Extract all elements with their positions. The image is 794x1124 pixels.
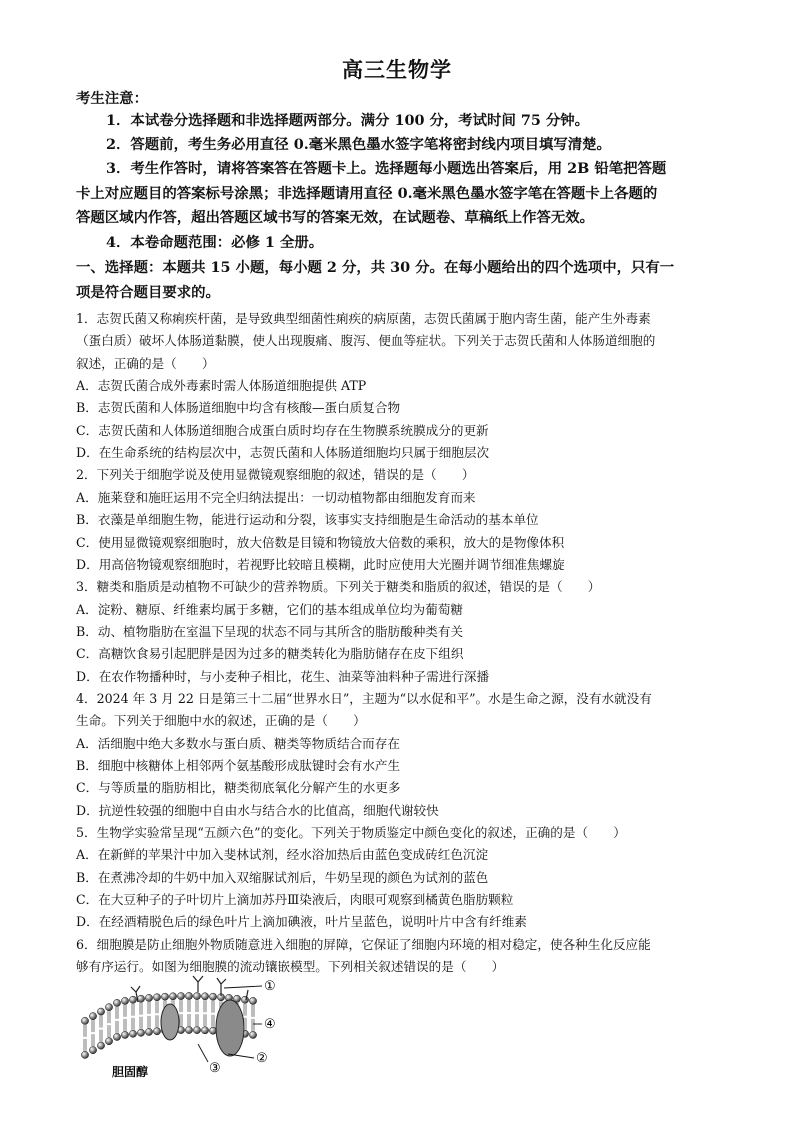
lipid-tail bbox=[124, 1005, 126, 1031]
answer-option: D．在农作物播种时，与小麦种子相比，花生、油菜等油料种子需进行深播 bbox=[76, 669, 490, 684]
answer-option: D．用高倍物镜观察细胞时，若视野比较暗且模糊，此时应使用大光圈并调节细准焦螺旋 bbox=[76, 557, 565, 572]
question-stem: 6．细胞膜是防止细胞外物质随意进入细胞的屏障，它保证了细胞内环境的相对稳定，使各种生化反应能 bbox=[76, 937, 651, 952]
lipid-tail bbox=[148, 1002, 150, 1028]
lipid-head bbox=[113, 1033, 120, 1040]
question-stem: 3．糖类和脂质是动植物不可缺少的营养物质。下列关于糖类和脂质的叙述，错误的是（ ） bbox=[76, 579, 601, 594]
question-stem: 生命。下列关于细胞中水的叙述，正确的是（ ） bbox=[76, 713, 366, 728]
lipid-head bbox=[177, 992, 184, 999]
lipid-head bbox=[81, 1017, 88, 1024]
section-heading: 一、选择题：本题共 15 小题，每小题 2 分，共 30 分。在每小题给出的四个选项中，只有一 bbox=[76, 259, 675, 276]
question-stem: 2．下列关于细胞学说及使用显微镜观察细胞的叙述，错误的是（ ） bbox=[76, 467, 475, 482]
lipid-head bbox=[153, 994, 160, 1001]
lipid-tail bbox=[188, 1000, 190, 1026]
lipid-tail bbox=[84, 1025, 86, 1051]
lipid-head bbox=[153, 1028, 160, 1035]
lipid-tail bbox=[204, 1000, 206, 1026]
answer-option: C．高糖饮食易引起肥胖是因为过多的糖类转化为脂肪储存在皮下组织 bbox=[76, 646, 464, 661]
answer-option: D．在经酒精脱色后的绿色叶片上滴加碘液，叶片呈蓝色，说明叶片中含有纤维素 bbox=[76, 914, 527, 929]
answer-option: B．在煮沸冷却的牛奶中加入双缩脲试剂后，牛奶呈现的颜色为试剂的蓝色 bbox=[76, 870, 489, 885]
lipid-head bbox=[105, 1038, 112, 1045]
lipid-tail bbox=[116, 1007, 118, 1033]
answer-option: C．与等质量的脂肪相比，糖类彻底氧化分解产生的水更多 bbox=[76, 780, 401, 795]
answer-option: B．衣藻是单细胞生物，能进行运动和分裂，该事实支持细胞是生命活动的基本单位 bbox=[76, 512, 539, 527]
exam-title: 高三生物学 bbox=[342, 57, 452, 82]
answer-option: C．使用显微镜观察细胞时，放大倍数是目镜和物镜放大倍数的乘积，放大的是物像体积 bbox=[76, 535, 565, 550]
answer-option: A．志贺氏菌合成外毒素时需人体肠道细胞提供 ATP bbox=[76, 378, 367, 393]
lipid-tail bbox=[92, 1020, 94, 1046]
lipid-tail bbox=[180, 1000, 182, 1026]
lipid-head bbox=[97, 1008, 104, 1015]
question-stem: （蛋白质）破坏人体肠道黏膜，使人出现腹痛、腹泻、便血等症状。下列关于志贺氏菌和人体肠道细胞的 bbox=[76, 333, 656, 348]
lipid-head bbox=[185, 1026, 192, 1033]
lipid-head bbox=[241, 996, 248, 1003]
figure-label-3: ③ bbox=[209, 1061, 221, 1076]
figure-label-1: ① bbox=[264, 979, 276, 994]
lipid-head bbox=[169, 993, 176, 1000]
lipid-head bbox=[121, 997, 128, 1004]
section-heading: 项是符合题目要求的。 bbox=[76, 284, 220, 301]
question-stem: 4．2024 年 3 月 22 日是第三十二届“世界水日”，主题为“以水促和平”。水是生命之源，没有水就没有 bbox=[76, 691, 652, 706]
answer-option: A．在新鲜的苹果汁中加入斐林试剂，经水浴加热后由蓝色变成砖红色沉淀 bbox=[76, 847, 489, 862]
lipid-head bbox=[129, 996, 136, 1003]
lipid-tail bbox=[196, 1000, 198, 1026]
notice-line: 4．本卷命题范围：必修 1 全册。 bbox=[106, 234, 324, 251]
notice-header: 考生注意： bbox=[76, 90, 148, 107]
lipid-tail bbox=[100, 1016, 102, 1042]
lipid-tail bbox=[156, 1001, 158, 1027]
answer-option: D．在生命系统的结构层次中，志贺氏菌和人体肠道细胞均只属于细胞层次 bbox=[76, 445, 490, 460]
lipid-head bbox=[185, 992, 192, 999]
lipid-head bbox=[121, 1031, 128, 1038]
answer-option: B．细胞中核糖体上相邻两个氨基酸形成肽键时会有水产生 bbox=[76, 758, 401, 773]
lipid-head bbox=[193, 992, 200, 999]
lipid-head bbox=[145, 994, 152, 1001]
lipid-head bbox=[209, 993, 216, 1000]
lipid-head bbox=[161, 993, 168, 1000]
answer-option: C．志贺氏菌和人体肠道细胞合成蛋白质时均存在生物膜系统膜成分的更新 bbox=[76, 423, 489, 438]
figure-caption: 胆固醇 bbox=[112, 1065, 149, 1078]
lipid-head bbox=[113, 999, 120, 1006]
figure-label-4: ④ bbox=[264, 1017, 276, 1032]
lipid-head bbox=[249, 997, 256, 1004]
notice-line: 卡上对应题目的答案标号涂黑；非选择题请用直径 0.毫米黑色墨水签字笔在答题卡上各题的 bbox=[76, 185, 658, 202]
lipid-head bbox=[145, 1028, 152, 1035]
lipid-head bbox=[137, 1029, 144, 1036]
answer-option: B．动、植物脂肪在室温下呈现的状态不同与其所含的脂肪酸种类有关 bbox=[76, 624, 464, 639]
lipid-head bbox=[97, 1042, 104, 1049]
membrane-protein bbox=[161, 1004, 179, 1040]
lipid-tail bbox=[252, 1005, 254, 1031]
notice-line: 答题区域内作答，超出答题区域书写的答案无效，在试题卷、草稿纸上作答无效。 bbox=[76, 209, 595, 226]
lipid-head bbox=[249, 1031, 256, 1038]
lipid-head bbox=[105, 1004, 112, 1011]
lipid-head bbox=[89, 1047, 96, 1054]
lipid-head bbox=[81, 1051, 88, 1058]
question-stem: 1．志贺氏菌又称痢疾杆菌，是导致典型细菌性痢疾的病原菌，志贺氏菌属于胞内寄生菌，能产生外毒素 bbox=[76, 311, 651, 326]
question-stem: 够有序运行。如图为细胞膜的流动镶嵌模型。下列相关叙述错误的是（ ） bbox=[76, 959, 505, 974]
lipid-tail bbox=[140, 1003, 142, 1029]
question-stem: 叙述，正确的是（ ） bbox=[76, 356, 215, 371]
figure-label-2: ② bbox=[256, 1051, 268, 1066]
cell-membrane-diagram bbox=[78, 966, 286, 1078]
lipid-head bbox=[137, 995, 144, 1002]
lipid-head bbox=[201, 993, 208, 1000]
lipid-head bbox=[193, 1026, 200, 1033]
answer-option: D．抗逆性较强的细胞中自由水与结合水的比值高，细胞代谢较快 bbox=[76, 803, 439, 818]
answer-option: A．活细胞中绝大多数水与蛋白质、糖类等物质结合而存在 bbox=[76, 736, 400, 751]
answer-option: C．在大豆种子的子叶切片上滴加苏丹Ⅲ染液后，肉眼可观察到橘黄色脂肪颗粒 bbox=[76, 892, 514, 907]
notice-line: 3．考生作答时，请将答案答在答题卡上。选择题每小题选出答案后，用 2B 铅笔把答题 bbox=[106, 160, 667, 177]
answer-option: A．淀粉、糖原、纤维素均属于多糖，它们的基本组成单位均为葡萄糖 bbox=[76, 602, 463, 617]
lipid-tail bbox=[132, 1004, 134, 1030]
lipid-head bbox=[129, 1030, 136, 1037]
channel-protein bbox=[216, 1000, 244, 1056]
notice-line: 2．答题前，考生务必用直径 0.毫米黑色墨水签字笔将密封线内项目填写清楚。 bbox=[106, 136, 611, 153]
lipid-head bbox=[89, 1013, 96, 1020]
answer-option: A．施莱登和施旺运用不完全归纳法提出：一切动植物都由细胞发育而来 bbox=[76, 490, 476, 505]
question-stem: 5．生物学实验常呈现“五颜六色”的变化。下列关于物质鉴定中颜色变化的叙述，正确的是（ ） bbox=[76, 825, 626, 840]
lipid-head bbox=[201, 1027, 208, 1034]
lipid-tail bbox=[212, 1001, 214, 1027]
notice-line: 1．本试卷分选择题和非选择题两部分。满分 100 分，考试时间 75 分钟。 bbox=[106, 112, 590, 129]
answer-option: B．志贺氏菌和人体肠道细胞中均含有核酸—蛋白质复合物 bbox=[76, 400, 401, 415]
lipid-tail bbox=[108, 1011, 110, 1037]
